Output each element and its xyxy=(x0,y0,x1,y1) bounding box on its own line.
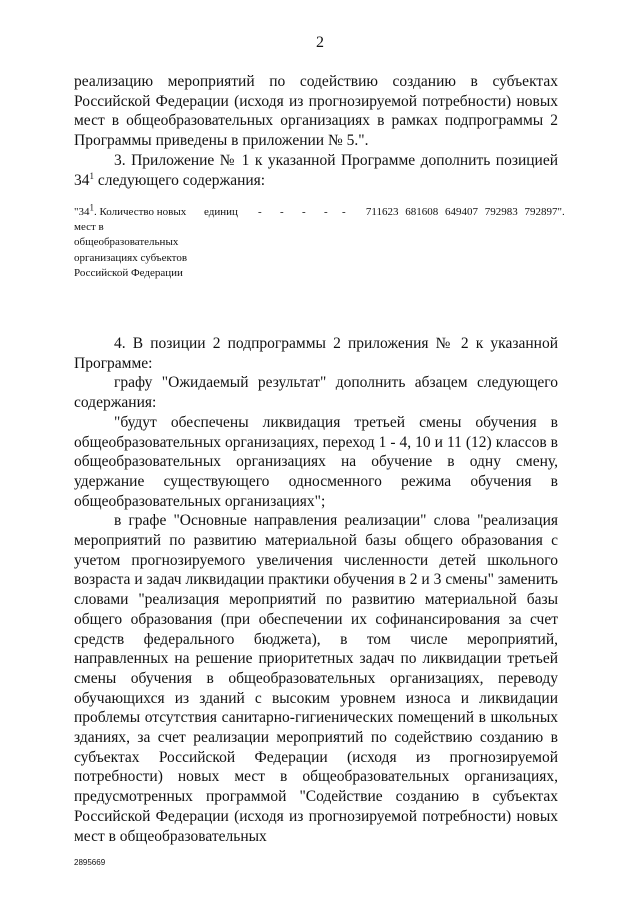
item-3-paragraph xyxy=(74,151,558,190)
dash-cell: - xyxy=(280,206,284,218)
document-code: 2895669 xyxy=(74,858,106,867)
item-4-section xyxy=(74,334,558,846)
item-4-paragraph-3: в графе "Основные направления реализации" слова "реализация мероприятий по развитию материальной базы общего образования с учетом прогнозируемого увеличения численности детей школьного возраста и задач ликвидации практики обучения в 2 и 3 смены" заменить словами "реализация мероприятий по развитию материальной базы общего образования (при обеспечении их софинансирования за счет средств федерального бюджета), в том числе мероприятий, направленных на решение приоритетных задач по ликвидации третьей смены обучения в общеобразовательных организациях, переводу обучающихся из зданий с высоким уровнем износа и ликвидации проблемы отсутствия санитарно-гигиенических помещений в школьных зданиях, за счет реализации мероприятий по содействию созданию в субъектах Российской Федерации (исходя из прогнозируемой потребности) новых мест в общеобразовательных организациях, предусмотренных программой "Содействие созданию в субъектах Российской Федерации (исходя из прогнозируемой потребности) новых мест в общеобразовательных xyxy=(74,512,558,845)
position-values: - 711623 681608 649407 792983 792897". xyxy=(342,206,565,218)
item-3-superscript: 1 xyxy=(89,170,94,181)
item-4-heading: 4. В позиции 2 подпрограммы 2 приложения № 2 к указанной Программе: xyxy=(74,335,558,372)
dash-cell: - xyxy=(302,206,306,218)
position-name: "$34^1$. Количество новых мест в общеобразовательных организациях субъектов Российской Федерации xyxy=(74,202,188,279)
position-dashes xyxy=(258,205,346,220)
page-number: 2 xyxy=(316,34,324,51)
item-4-paragraph-2: "будут обеспечены ликвидация третьей смены обучения в общеобразовательных организациях, переход 1 - 4, 10 и 11 (12) классов в общеобразовательных организациях на обучение в одну смену, удержание существующего односменного режима обучения в общеобразовательных организациях"; xyxy=(74,413,558,510)
intro-section xyxy=(74,72,558,190)
position-unit: единиц xyxy=(204,206,238,218)
item-4-paragraph-1: графу "Ожидаемый результат" дополнить абзацем следующего содержания: xyxy=(74,374,558,412)
item-3-text: 3. Приложение № 1 к указанной Программе дополнить позицией 34 xyxy=(74,151,558,189)
position-superscript: 1 xyxy=(89,202,94,213)
intro-paragraph: реализацию мероприятий по содействию созданию в субъектах Российской Федерации (исходя из прогнозируемой потребности) новых мест в общеобразовательных организациях в рамках подпрограммы 2 Программы приведены в приложении № 5.". xyxy=(74,73,558,150)
item-3-text-end: следующего содержания: xyxy=(94,171,266,189)
dash-cell: - xyxy=(324,206,328,218)
dash-cell: - xyxy=(258,206,262,218)
